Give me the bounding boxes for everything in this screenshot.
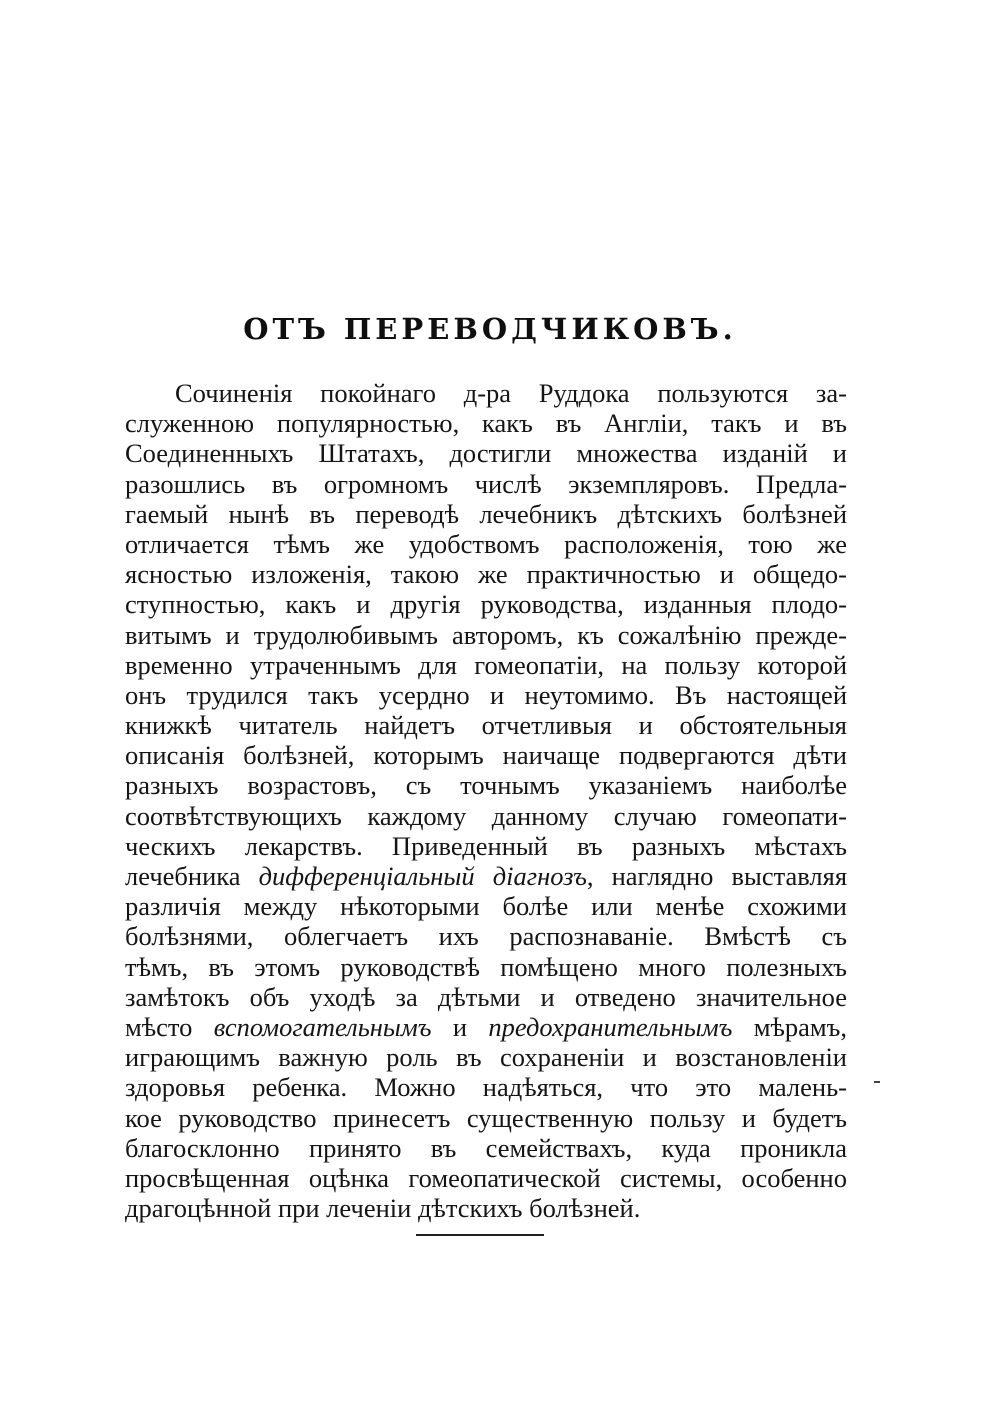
italic-term: вспомогательнымъ	[213, 1011, 432, 1042]
text-line	[125, 921, 847, 951]
text-line	[125, 1193, 847, 1223]
text-line	[125, 589, 847, 619]
italic-term: предохранительнымъ	[488, 1011, 733, 1042]
preface-text	[125, 378, 847, 1223]
text-line	[125, 469, 847, 499]
text-line	[125, 952, 847, 982]
text-segment: витымъ и трудолюбивымъ авторомъ, къ сожалѣнію прежде-	[125, 619, 847, 650]
print-speck	[874, 1081, 880, 1083]
text-line	[125, 770, 847, 800]
text-line	[125, 620, 847, 650]
text-line	[125, 680, 847, 710]
text-line	[125, 1072, 847, 1102]
text-segment: временно утраченнымъ для гомеопатіи, на пользу которой	[125, 649, 847, 680]
text-line	[125, 1133, 847, 1163]
text-segment: замѣтокъ объ уходѣ за дѣтьми и отведено значительное	[125, 981, 847, 1012]
closing-rule	[416, 1234, 544, 1236]
text-segment: ческихъ лекарствъ. Приведенный въ разныхъ мѣстахъ	[125, 830, 847, 861]
text-segment: служенною популярностью, какъ въ Англіи, такъ и въ	[125, 408, 847, 439]
text-segment: различія между нѣкоторыми болѣе или менѣе схожими	[125, 891, 847, 922]
text-segment: отличается тѣмъ же удобствомъ расположенія, тою же	[125, 528, 847, 559]
text-segment: разныхъ возрастовъ, съ точнымъ указаніемъ наиболѣе	[125, 770, 847, 801]
text-line	[125, 740, 847, 770]
text-segment: ступностью, какъ и другія руководства, изданныя плодо-	[125, 589, 847, 620]
text-line	[125, 378, 847, 408]
text-line	[125, 1012, 847, 1042]
text-segment: книжкѣ читатель найдетъ отчетливыя и обстоятельныя	[125, 710, 847, 741]
text-line	[125, 408, 847, 438]
text-line	[125, 801, 847, 831]
text-line	[125, 891, 847, 921]
text-segment: соотвѣтствующихъ каждому данному случаю гомеопати-	[125, 800, 847, 831]
text-line	[125, 438, 847, 468]
text-segment: здоровья ребенка. Можно надѣяться, что это малень-	[125, 1072, 847, 1103]
text-segment: мѣсто	[125, 1011, 214, 1042]
text-segment: лечебника	[125, 861, 259, 891]
text-segment: и	[431, 1011, 489, 1042]
text-line	[125, 710, 847, 740]
text-segment: Сочиненія покойнаго д-ра Руддока пользуются за-	[175, 378, 847, 408]
text-segment: Соединенныхъ Штатахъ, достигли множества изданій и	[125, 438, 847, 469]
text-line	[125, 1163, 847, 1193]
text-line	[125, 982, 847, 1012]
text-line	[125, 831, 847, 861]
text-segment: играющимъ важную роль въ сохраненіи и возстановленіи	[125, 1042, 847, 1073]
text-line	[125, 499, 847, 529]
text-segment: просвѣщенная оцѣнка гомеопатической системы, особенно	[125, 1162, 847, 1193]
text-segment: тѣмъ, въ этомъ руководствѣ помѣщено много полезныхъ	[125, 951, 847, 982]
text-segment: гаемый нынѣ въ переводѣ лечебникъ дѣтскихъ болѣзней	[125, 498, 847, 529]
text-line	[125, 861, 847, 891]
page-heading: ОТЪ ПЕРЕВОДЧИКОВЪ.	[243, 312, 737, 346]
text-line	[125, 1103, 847, 1133]
text-segment: драгоцѣнной при леченіи дѣтскихъ болѣзней.	[125, 1193, 641, 1224]
text-segment: , наглядно выставляя	[586, 861, 848, 891]
text-line	[125, 529, 847, 559]
text-segment: онъ трудился такъ усердно и неутомимо. Въ настоящей	[125, 679, 847, 710]
text-line	[125, 1042, 847, 1072]
text-segment: болѣзнями, облегчаетъ ихъ распознаваніе. Вмѣстѣ съ	[125, 921, 847, 952]
italic-term: дифференціальный діагнозъ	[258, 861, 587, 891]
text-line	[125, 559, 847, 589]
text-segment: кое руководство принесетъ существенную пользу и будетъ	[125, 1102, 847, 1133]
text-segment: описанія болѣзней, которымъ наичаще подвергаются дѣти	[125, 740, 847, 771]
text-segment: ясностью изложенія, такою же практичностью и общедо-	[125, 559, 847, 590]
text-segment: благосклонно принято въ семействахъ, куда проникла	[125, 1132, 847, 1163]
text-segment: мѣрамъ,	[732, 1011, 847, 1042]
text-line	[125, 650, 847, 680]
text-segment: разошлись въ огромномъ числѣ экземпляровъ. Предла-	[125, 468, 847, 499]
